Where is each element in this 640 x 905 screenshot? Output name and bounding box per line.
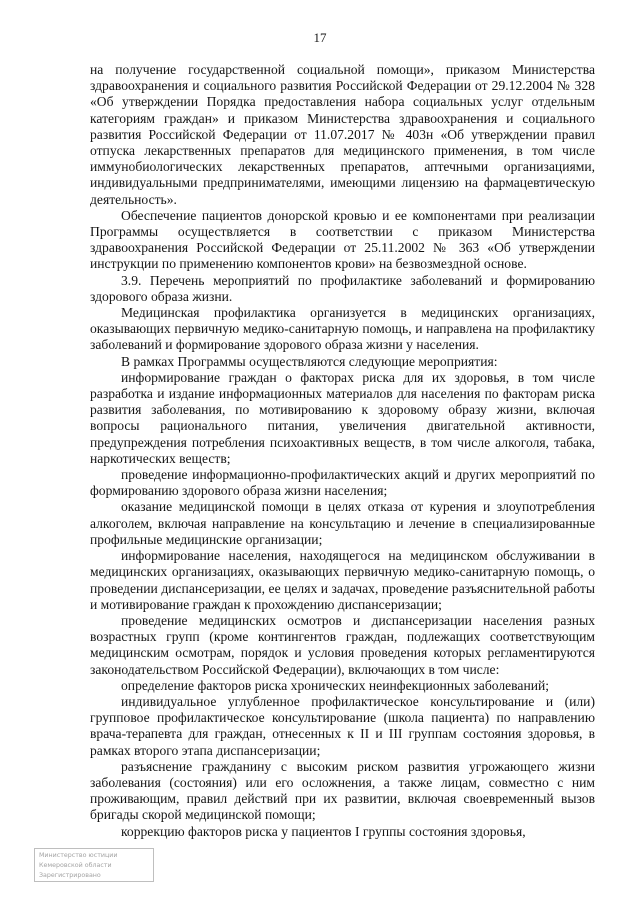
list-item-counseling: индивидуальное углубленное профилактическое консультирование и (или) групповое профилактическое консультирование (школа пациента) по направлению врача-терапевта для граждан, отнесенных к II и III группам состояния здоровья, в рамках второго этапа диспансеризации;: [90, 693, 595, 758]
list-item-risk-correction: коррекцию факторов риска у пациентов I группы состояния здоровья,: [121, 823, 526, 839]
registration-stamp: [34, 848, 154, 882]
paragraph-medical-prevention: Медицинская профилактика организуется в медицинских организациях, оказывающих первичную медико-санитарную помощь, и направлена на профилактику заболеваний и формирование здорового образа жизни у населения.: [90, 305, 595, 353]
list-item-high-risk-explanation: разъяснение гражданину с высоким риском развития угрожающего жизни заболевания (состояния) или его осложнения, а также лицам, совместно с ним проживающим, правил действий при их развитии, включая своевременный вызов бригады скорой медицинской помощи;: [90, 758, 595, 823]
stamp-line: Кемеровской области: [39, 862, 112, 869]
list-item-medical-examinations: проведение медицинских осмотров и диспансеризации населения разных возрастных групп (кроме контингентов граждан, подлежащих соответствующим медицинским осмотрам, порядок и условия проведения которых регламентируются законодательством Российской Федерации), включающих в том числе:: [90, 612, 595, 677]
stamp-line: Министерство юстиции: [39, 852, 118, 859]
paragraph-continuation: на получение государственной социальной помощи», приказом Министерства здравоохранения и социального развития Российской Федерации от 29.12.2004 № 328 «Об утверждении Порядка предоставления набора социальных услуг отдельным категориям граждан» и приказом Министерства здравоохранения и социального развития Российской Федерации от 11.07.2017 № 403н «Об утверждении правил отпуска лекарственных препаратов для медицинского применения, в том числе иммунобиологических лекарственных препаратов, аптечными организациями, индивидуальными предпринимателями, имеющими лицензию на фармацевтическую деятельность».: [90, 62, 595, 207]
section-heading-3-9: 3.9. Перечень мероприятий по профилактике заболеваний и формированию здорового образа жизни.: [90, 272, 595, 304]
paragraph-measures-intro: В рамках Программы осуществляются следующие мероприятия:: [121, 353, 498, 369]
list-item-dispensary-informing: информирование населения, находящегося на медицинском обслуживании в медицинских организациях, оказывающих первичную медико-санитарную помощь, о проведении диспансеризации, ее целях и задачах, проведение разъяснительной работы и мотивирование граждан к прохождению диспансеризации;: [90, 548, 595, 612]
list-item-risk-informing: информирование граждан о факторах риска для их здоровья, в том числе разработка и издание информационных материалов для населения по факторам риска развития заболевания, по мотивированию к здоровому образу жизни, включая вопросы рационального питания, увеличения двигательной активности, предупреждения потребления психоактивных веществ, в том числе алкоголя, табака, наркотических веществ;: [90, 369, 595, 466]
list-item-smoking-cessation: оказание медицинской помощи в целях отказа от курения и злоупотребления алкоголем, включая направление на консультацию и лечение в специализированные профильные медицинские организации;: [90, 499, 595, 547]
document-body: [90, 62, 595, 840]
list-item-prevention-campaigns: проведение информационно-профилактических акций и других мероприятий по формированию здорового образа жизни населения;: [90, 467, 595, 499]
list-item-risk-factors: определение факторов риска хронических неинфекционных заболеваний;: [121, 677, 550, 693]
page-number: 17: [313, 30, 327, 45]
paragraph-blood-supply: Обеспечение пациентов донорской кровью и ее компонентами при реализации Программы осуществляется в соответствии с приказом Министерства здравоохранения Российской Федерации от 25.11.2002 № 363 «Об утверждении инструкции по применению компонентов крови» на безвозмездной основе.: [90, 207, 595, 272]
stamp-line: Зарегистрировано: [39, 872, 101, 879]
